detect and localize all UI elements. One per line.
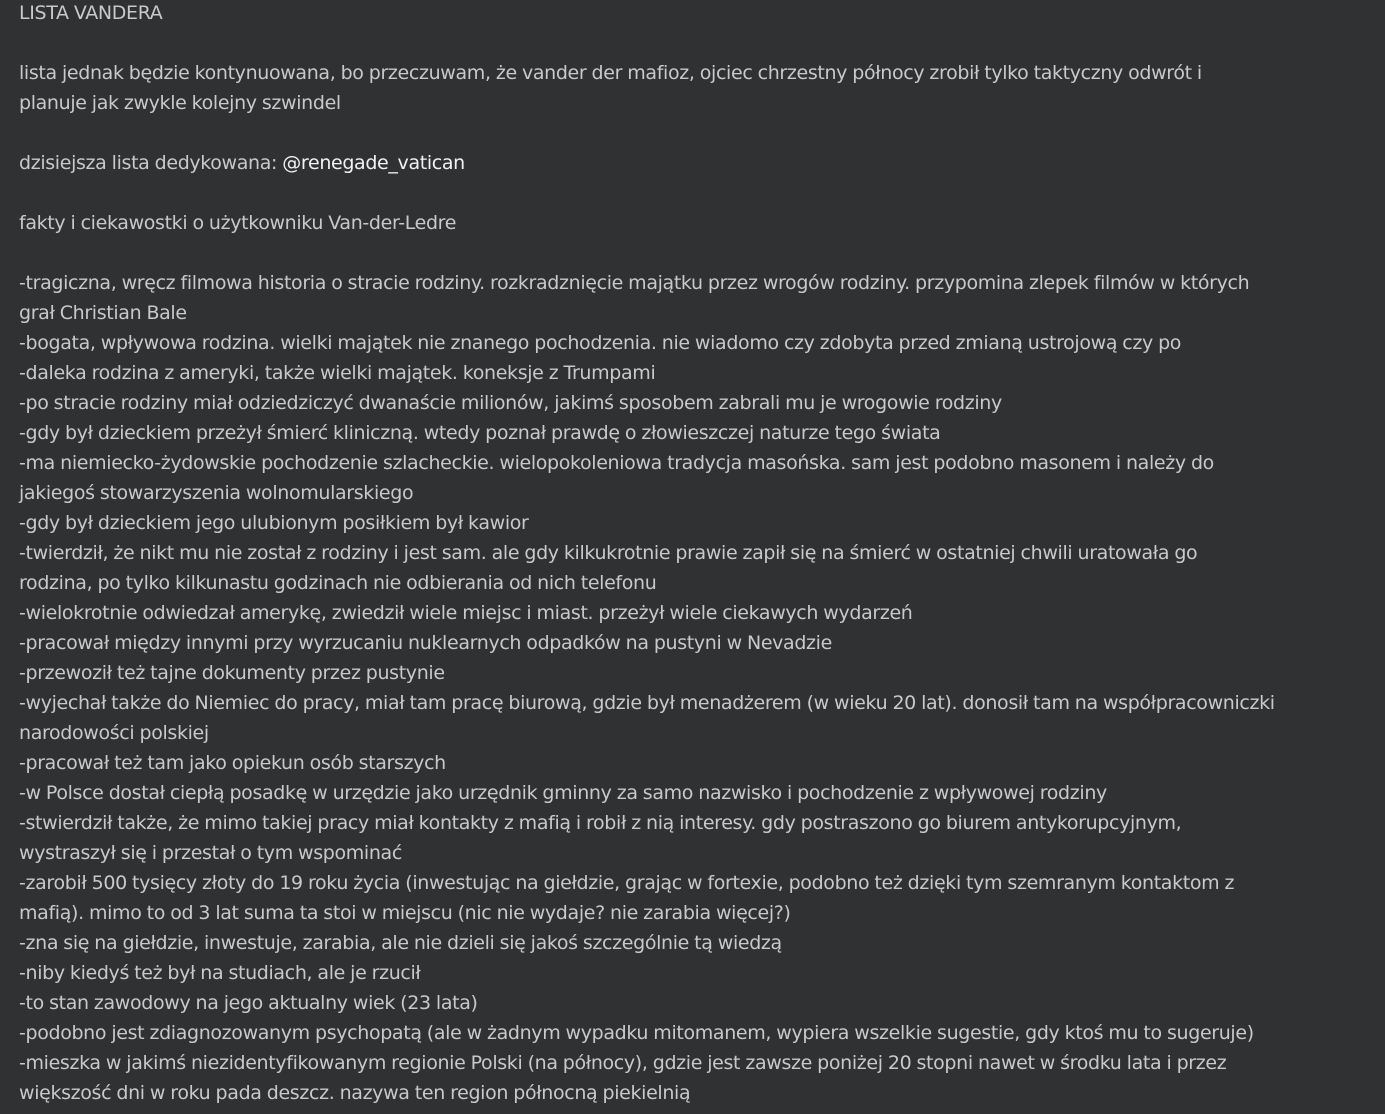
fact-item (19, 328, 1379, 358)
fact-item (19, 658, 1379, 688)
intro-line: planuje jak zwykle kolejny szwindel (19, 92, 341, 114)
fact-line: -gdy był dzieckiem jego ulubionym posiłkiem był kawior (19, 512, 529, 534)
fact-line: -daleka rodzina z ameryki, także wielki majątek. koneksje z Trumpami (19, 362, 656, 384)
fact-item (19, 508, 1379, 538)
fact-item (19, 538, 1379, 598)
spacer (19, 118, 1379, 148)
fact-line: -wielokrotnie odwiedzał amerykę, zwiedził wiele miejsc i miast. przeżył wiele ciekawych wydarzeń (19, 602, 913, 624)
fact-item (19, 628, 1379, 658)
fact-line: -stwierdził także, że mimo takiej pracy miał kontakty z mafią i robił z nią interesy. gdy postraszono go biurem antykorupcyjnym, (19, 812, 1182, 834)
fact-item (19, 928, 1379, 958)
fact-item (19, 988, 1379, 1018)
fact-item (19, 388, 1379, 418)
fact-line: -pracował też tam jako opiekun osób starszych (19, 752, 446, 774)
fact-line: grał Christian Bale (19, 302, 187, 324)
fact-line: -gdy był dzieckiem przeżył śmierć kliniczną. wtedy poznał prawdę o złowieszczej naturze tego świata (19, 422, 941, 444)
fact-line: mafią). mimo to od 3 lat suma ta stoi w miejscu (nic nie wydaje? nie zarabia więcej?) (19, 902, 791, 924)
fact-line: -zarobił 500 tysięcy złoty do 19 roku życia (inwestując na giełdzie, grając w fortexie, podobno też dzięki tym szemranym kontaktom z (19, 872, 1235, 894)
fact-item (19, 688, 1379, 748)
fact-item (19, 448, 1379, 508)
spacer (19, 178, 1379, 208)
facts-list (19, 268, 1379, 1108)
fact-line: -w Polsce dostał ciepłą posadkę w urzędzie jako urzędnik gminny za samo nazwisko i pochodzenie z wpływowej rodziny (19, 782, 1107, 804)
fact-item (19, 358, 1379, 388)
fact-line: -ma niemiecko-żydowskie pochodzenie szlacheckie. wielopokoleniowa tradycja masońska. sam jest podobno masonem i należy do (19, 452, 1214, 474)
fact-item (19, 778, 1379, 808)
fact-item (19, 418, 1379, 448)
fact-item (19, 808, 1379, 868)
fact-line: rodzina, po tylko kilkunastu godzinach nie odbierania od nich telefonu (19, 572, 657, 594)
fact-line: narodowości polskiej (19, 722, 209, 744)
fact-item (19, 958, 1379, 988)
fact-line: jakiegoś stowarzyszenia wolnomularskiego (19, 482, 414, 504)
fact-line: -bogata, wpływowa rodzina. wielki majątek nie znanego pochodzenia. nie wiadomo czy zdobyta przed zmianą ustrojową czy po (19, 332, 1182, 354)
fact-line: -mieszka w jakimś niezidentyfikowanym regionie Polski (na północy), gdzie jest zawsze poniżej 20 stopni nawet w środku lata i przez (19, 1052, 1227, 1074)
fact-item (19, 1048, 1379, 1108)
spacer (19, 28, 1379, 58)
fact-item (19, 868, 1379, 928)
post-title: LISTA VANDERA (19, 2, 163, 24)
fact-line: wystraszył się i przestał o tym wspominać (19, 842, 402, 864)
facts-heading: fakty i ciekawostki o użytkowniku Van-der-Ledre (19, 212, 457, 234)
fact-line: większość dni w roku pada deszcz. nazywa ten region północną piekielnią (19, 1082, 691, 1104)
user-mention-link[interactable]: @renegade_vatican (282, 152, 465, 174)
post-body (19, 0, 1379, 1108)
fact-line: -podobno jest zdiagnozowanym psychopatą (ale w żadnym wypadku mitomanem, wypiera wszelkie sugestie, gdy ktoś mu to sugeruje) (19, 1022, 1254, 1044)
fact-line: -niby kiedyś też był na studiach, ale je rzucił (19, 962, 421, 984)
dedication-label: dzisiejsza lista dedykowana: (19, 152, 283, 174)
dedication (19, 148, 1379, 178)
spacer (19, 238, 1379, 268)
fact-line: -pracował między innymi przy wyrzucaniu nuklearnych odpadków na pustyni w Nevadzie (19, 632, 832, 654)
fact-line: -wyjechał także do Niemiec do pracy, miał tam pracę biurową, gdzie był menadżerem (w wieku 20 lat). donosił tam na współpracowniczki (19, 692, 1275, 714)
fact-line: -tragiczna, wręcz filmowa historia o stracie rodziny. rozkradznięcie majątku przez wrogów rodziny. przypomina zlepek filmów w których (19, 272, 1250, 294)
fact-item (19, 598, 1379, 628)
fact-line: -zna się na giełdzie, inwestuje, zarabia, ale nie dzieli się jakoś szczególnie tą wiedzą (19, 932, 782, 954)
fact-item (19, 748, 1379, 778)
fact-item (19, 268, 1379, 328)
fact-line: -to stan zawodowy na jego aktualny wiek (23 lata) (19, 992, 478, 1014)
fact-item (19, 1018, 1379, 1048)
intro-line: lista jednak będzie kontynuowana, bo przeczuwam, że vander der mafioz, ojciec chrzestny północy zrobił tylko taktyczny odwrót i (19, 62, 1202, 84)
fact-line: -przewoził też tajne dokumenty przez pustynie (19, 662, 445, 684)
fact-line: -po stracie rodziny miał odziedziczyć dwanaście milionów, jakimś sposobem zabrali mu je wrogowie rodziny (19, 392, 1002, 414)
fact-line: -twierdził, że nikt mu nie został z rodziny i jest sam. ale gdy kilkukrotnie prawie zapił się na śmierć w ostatniej chwili uratowała go (19, 542, 1198, 564)
